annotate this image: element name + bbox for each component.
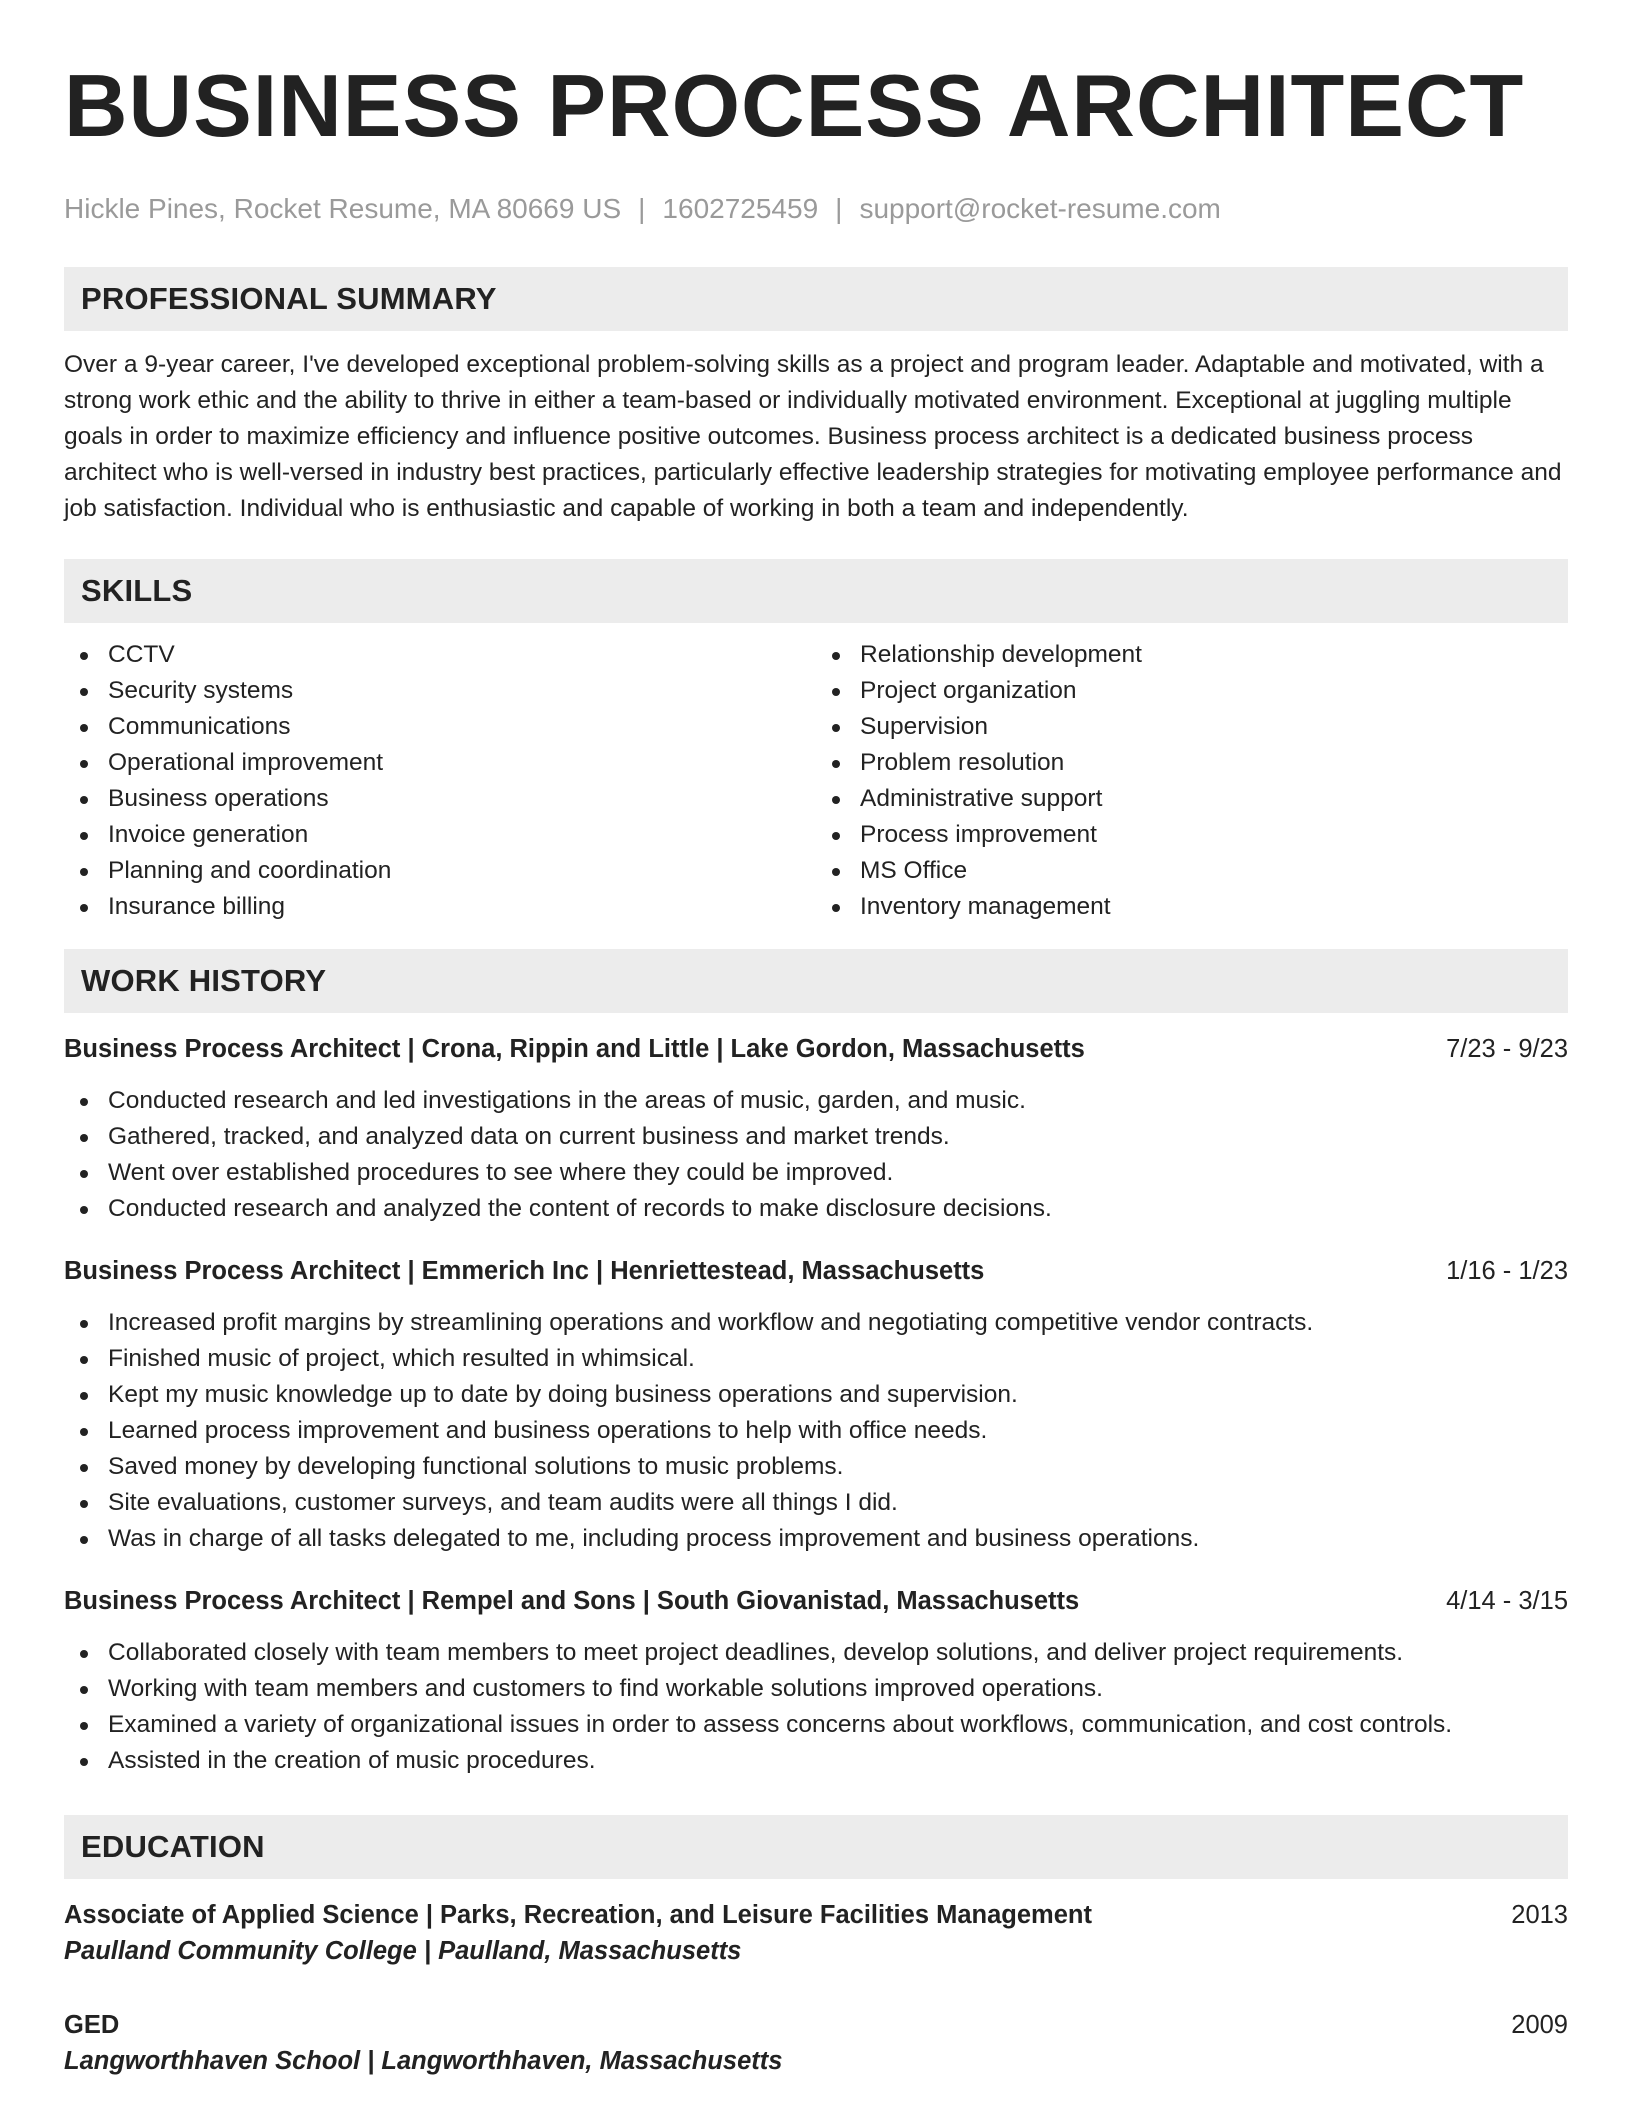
skills-list	[64, 637, 1568, 925]
job-title: Business Process Architect | Emmerich Inc | Henriettestead, Massachusetts	[64, 1257, 985, 1285]
job-bullet: Gathered, tracked, and analyzed data on current business and market trends.	[64, 1119, 1568, 1155]
job-bullet: Increased profit margins by streamlining operations and workflow and negotiating competitive vendor contracts.	[64, 1305, 1568, 1341]
summary-text: Over a 9-year career, I've developed exceptional problem-solving skills as a project and program leader. Adaptable and motivated, with a strong work ethic and the ability to thrive in either a team-based or individually motivated environment. Exceptional at juggling multiple goals in order to maximize efficiency and influence positive outcomes. Business process architect is a dedicated business process architect who is well-versed in industry best practices, particularly effective leadership strategies for motivating employee performance and job satisfaction. Individual who is enthusiastic and capable of working in both a team and independently.	[64, 351, 1562, 522]
education-heading: EDUCATION	[81, 1829, 265, 1864]
education-year: 2009	[1511, 2011, 1568, 2039]
education-year: 2013	[1511, 1901, 1568, 1929]
contact-separator: |	[638, 193, 646, 224]
job-entry	[64, 1031, 1568, 1227]
job-dates: 4/14 - 3/15	[1446, 1587, 1568, 1615]
education-header	[64, 2007, 1568, 2043]
job-bullet: Collaborated closely with team members to meet project deadlines, develop solutions, and deliver project requirements.	[64, 1635, 1568, 1671]
skills-heading: SKILLS	[81, 573, 193, 608]
skills-section-header	[64, 559, 1568, 623]
job-bullet: Conducted research and analyzed the content of records to make disclosure decisions.	[64, 1191, 1568, 1227]
skill-item: Operational improvement	[64, 745, 816, 781]
job-bullets	[64, 1083, 1568, 1227]
job-header	[64, 1583, 1568, 1619]
job-bullet: Learned process improvement and business operations to help with office needs.	[64, 1413, 1568, 1449]
job-bullet: Examined a variety of organizational issues in order to assess concerns about workflows, communication, and cost controls.	[64, 1707, 1568, 1743]
job-bullet: Was in charge of all tasks delegated to me, including process improvement and business operations.	[64, 1521, 1568, 1557]
skills-column-left	[64, 637, 816, 925]
skill-item: CCTV	[64, 637, 816, 673]
contact-email[interactable]: support@rocket-resume.com	[859, 193, 1221, 224]
education-school: Paulland Community College | Paulland, Massachusetts	[64, 1937, 742, 1965]
job-header	[64, 1253, 1568, 1289]
job-bullet: Saved money by developing functional solutions to music problems.	[64, 1449, 1568, 1485]
skill-item: Process improvement	[816, 817, 1568, 853]
skill-item: Inventory management	[816, 889, 1568, 925]
job-entry	[64, 1253, 1568, 1557]
job-title: Business Process Architect | Crona, Rippin and Little | Lake Gordon, Massachusetts	[64, 1035, 1085, 1063]
job-bullet: Went over established procedures to see where they could be improved.	[64, 1155, 1568, 1191]
job-dates: 7/23 - 9/23	[1446, 1035, 1568, 1063]
skill-item: Project organization	[816, 673, 1568, 709]
education-section-header	[64, 1815, 1568, 1879]
job-bullets	[64, 1305, 1568, 1557]
contact-phone: 1602725459	[662, 193, 819, 224]
work-section-header	[64, 949, 1568, 1013]
contact-separator: |	[835, 193, 843, 224]
education-header	[64, 1897, 1568, 1933]
skills-column-right	[816, 637, 1568, 925]
skill-item: Security systems	[64, 673, 816, 709]
summary-heading: PROFESSIONAL SUMMARY	[81, 281, 497, 316]
skill-item: Invoice generation	[64, 817, 816, 853]
skill-item: Supervision	[816, 709, 1568, 745]
education-school: Langworthhaven School | Langworthhaven, Massachusetts	[64, 2047, 783, 2075]
education-degree: GED	[64, 2011, 120, 2039]
job-title: Business Process Architect | Rempel and Sons | South Giovanistad, Massachusetts	[64, 1587, 1080, 1615]
job-bullet: Site evaluations, customer surveys, and team audits were all things I did.	[64, 1485, 1568, 1521]
skill-item: Relationship development	[816, 637, 1568, 673]
job-bullets	[64, 1635, 1568, 1779]
skill-item: Business operations	[64, 781, 816, 817]
job-bullet: Finished music of project, which resulted in whimsical.	[64, 1341, 1568, 1377]
skill-item: Administrative support	[816, 781, 1568, 817]
contact-address: Hickle Pines, Rocket Resume, MA 80669 US	[64, 193, 622, 224]
skill-item: Problem resolution	[816, 745, 1568, 781]
skill-item: Communications	[64, 709, 816, 745]
job-header	[64, 1031, 1568, 1067]
skill-item: Insurance billing	[64, 889, 816, 925]
summary-section-header	[64, 267, 1568, 331]
job-bullet: Assisted in the creation of music procedures.	[64, 1743, 1568, 1779]
job-bullet: Kept my music knowledge up to date by doing business operations and supervision.	[64, 1377, 1568, 1413]
job-bullet: Working with team members and customers to find workable solutions improved operations.	[64, 1671, 1568, 1707]
contact-line	[64, 192, 1568, 226]
job-bullet: Conducted research and led investigations in the areas of music, garden, and music.	[64, 1083, 1568, 1119]
skill-item: Planning and coordination	[64, 853, 816, 889]
education-entry	[64, 2007, 1568, 2079]
work-heading: WORK HISTORY	[81, 963, 327, 998]
education-entry	[64, 1897, 1568, 1969]
education-degree: Associate of Applied Science | Parks, Recreation, and Leisure Facilities Management	[64, 1901, 1092, 1929]
job-entry	[64, 1583, 1568, 1779]
candidate-title: BUSINESS PROCESS ARCHITECT	[64, 56, 1525, 155]
skill-item: MS Office	[816, 853, 1568, 889]
job-dates: 1/16 - 1/23	[1446, 1257, 1568, 1285]
